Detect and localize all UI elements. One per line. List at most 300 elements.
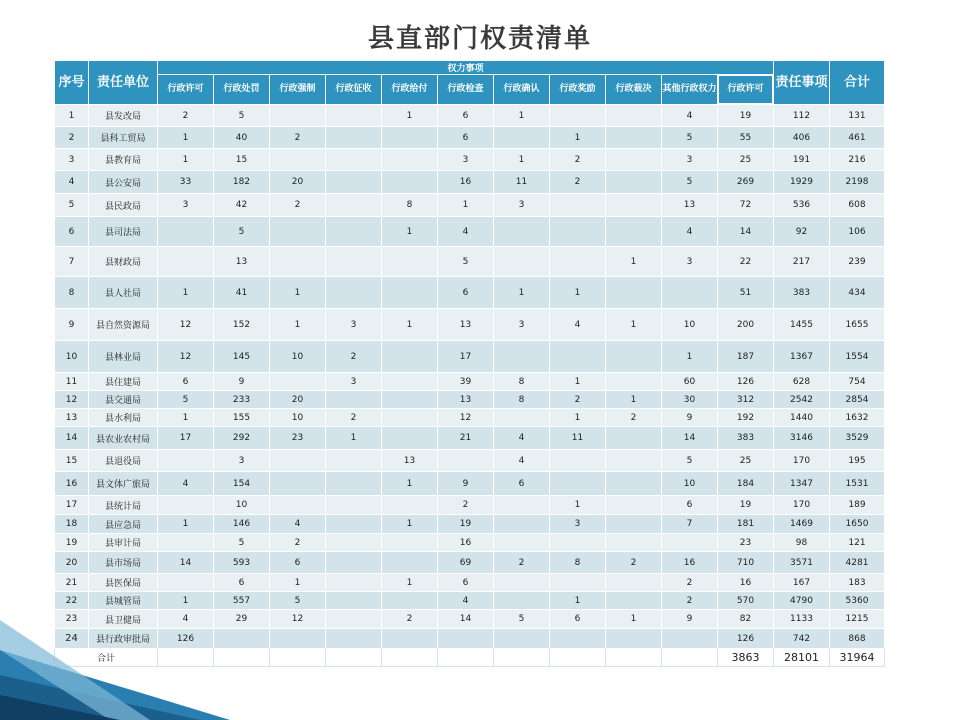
row-cell xyxy=(326,592,382,610)
row-cell: 1929 xyxy=(774,171,830,194)
row-cell xyxy=(382,171,438,194)
row-cell: 461 xyxy=(830,127,885,149)
row-cell: 1 xyxy=(270,277,326,309)
row-cell: 4281 xyxy=(830,552,885,574)
row-cell: 1 xyxy=(326,427,382,450)
row-unit-name: 县文体广旅局 xyxy=(89,472,158,496)
row-cell: 183 xyxy=(830,574,885,592)
row-cell xyxy=(326,391,382,409)
row-cell: 6 xyxy=(438,277,494,309)
row-unit-name: 县审计局 xyxy=(89,534,158,552)
row-cell: 182 xyxy=(214,171,270,194)
row-seq: 13 xyxy=(55,409,89,427)
row-cell: 1 xyxy=(662,341,718,373)
row-cell: 6 xyxy=(270,552,326,574)
row-cell xyxy=(606,515,662,534)
row-cell: 2 xyxy=(662,592,718,610)
row-unit-name: 县农业农村局 xyxy=(89,427,158,450)
row-cell xyxy=(606,194,662,217)
row-cell xyxy=(326,247,382,277)
header-power-items: 权力事项 xyxy=(158,61,774,75)
row-cell xyxy=(326,629,382,649)
row-cell: 13 xyxy=(214,247,270,277)
row-cell: 112 xyxy=(774,105,830,127)
total-cell xyxy=(606,649,662,667)
responsibility-table xyxy=(54,60,885,667)
row-cell: 8 xyxy=(550,552,606,574)
row-cell: 152 xyxy=(214,309,270,341)
row-seq: 24 xyxy=(55,629,89,649)
row-seq: 18 xyxy=(55,515,89,534)
row-cell xyxy=(606,450,662,472)
row-cell: 13 xyxy=(382,450,438,472)
row-seq: 8 xyxy=(55,277,89,309)
total-cell: 31964 xyxy=(830,649,885,667)
row-cell: 92 xyxy=(774,217,830,247)
row-cell xyxy=(494,592,550,610)
row-cell: 239 xyxy=(830,247,885,277)
row-seq: 6 xyxy=(55,217,89,247)
row-cell: 15 xyxy=(214,149,270,171)
row-cell: 710 xyxy=(718,552,774,574)
row-cell xyxy=(606,217,662,247)
table-row xyxy=(55,472,885,496)
row-cell xyxy=(662,629,718,649)
row-cell: 14 xyxy=(718,217,774,247)
row-cell: 5 xyxy=(494,610,550,629)
row-cell: 11 xyxy=(494,171,550,194)
row-cell: 126 xyxy=(718,373,774,391)
row-cell: 41 xyxy=(214,277,270,309)
row-cell xyxy=(158,247,214,277)
row-cell: 6 xyxy=(438,105,494,127)
row-cell: 4 xyxy=(438,217,494,247)
row-cell: 1 xyxy=(550,409,606,427)
header-sub-8: 行政奖励 xyxy=(550,75,606,105)
table-row xyxy=(55,409,885,427)
row-cell xyxy=(382,534,438,552)
row-cell: 2542 xyxy=(774,391,830,409)
row-cell: 6 xyxy=(438,127,494,149)
row-cell xyxy=(606,373,662,391)
row-cell: 754 xyxy=(830,373,885,391)
row-cell xyxy=(382,592,438,610)
total-cell xyxy=(438,649,494,667)
row-cell: 167 xyxy=(774,574,830,592)
table-row xyxy=(55,341,885,373)
row-cell: 2 xyxy=(550,391,606,409)
row-cell: 3571 xyxy=(774,552,830,574)
row-cell: 1 xyxy=(158,277,214,309)
row-cell xyxy=(606,341,662,373)
corner-decoration xyxy=(0,580,230,720)
row-cell: 9 xyxy=(214,373,270,391)
header-total: 合计 xyxy=(830,61,885,105)
row-cell xyxy=(550,472,606,496)
row-cell xyxy=(606,171,662,194)
row-cell: 13 xyxy=(662,194,718,217)
row-cell xyxy=(606,534,662,552)
row-cell xyxy=(326,515,382,534)
row-cell: 11 xyxy=(550,427,606,450)
row-unit-name: 县住建局 xyxy=(89,373,158,391)
row-cell xyxy=(606,592,662,610)
row-cell: 12 xyxy=(438,409,494,427)
row-cell xyxy=(382,409,438,427)
row-cell xyxy=(606,496,662,515)
row-cell xyxy=(326,450,382,472)
row-seq: 17 xyxy=(55,496,89,515)
row-cell: 570 xyxy=(718,592,774,610)
row-cell: 200 xyxy=(718,309,774,341)
row-cell: 1 xyxy=(382,574,438,592)
row-cell: 3 xyxy=(214,450,270,472)
row-cell: 6 xyxy=(438,574,494,592)
row-cell xyxy=(158,217,214,247)
row-cell: 12 xyxy=(158,341,214,373)
row-cell: 2 xyxy=(606,552,662,574)
row-cell: 593 xyxy=(214,552,270,574)
row-seq: 14 xyxy=(55,427,89,450)
row-cell: 82 xyxy=(718,610,774,629)
row-cell xyxy=(326,574,382,592)
row-cell xyxy=(326,105,382,127)
row-cell: 1133 xyxy=(774,610,830,629)
row-unit-name: 县教育局 xyxy=(89,149,158,171)
header-sub-2: 行政处罚 xyxy=(214,75,270,105)
row-cell xyxy=(606,149,662,171)
row-cell: 1 xyxy=(494,149,550,171)
row-cell xyxy=(326,472,382,496)
row-unit-name: 县水利局 xyxy=(89,409,158,427)
row-unit-name: 县司法局 xyxy=(89,217,158,247)
row-cell: 1 xyxy=(550,127,606,149)
row-cell: 1440 xyxy=(774,409,830,427)
row-cell: 4 xyxy=(158,472,214,496)
header-seq: 序号 xyxy=(55,61,89,105)
row-seq: 1 xyxy=(55,105,89,127)
total-cell xyxy=(494,649,550,667)
row-cell xyxy=(270,247,326,277)
row-cell xyxy=(550,105,606,127)
row-cell: 25 xyxy=(718,450,774,472)
row-cell: 8 xyxy=(494,373,550,391)
row-unit-name: 县退役局 xyxy=(89,450,158,472)
total-label: 合计 xyxy=(55,649,158,667)
row-cell: 10 xyxy=(270,409,326,427)
header-duty-items: 责任事项 xyxy=(774,61,830,105)
row-unit-name: 县科工贸局 xyxy=(89,127,158,149)
row-cell xyxy=(382,496,438,515)
row-cell: 25 xyxy=(718,149,774,171)
table-row xyxy=(55,171,885,194)
row-cell: 4 xyxy=(494,450,550,472)
row-cell xyxy=(494,496,550,515)
row-cell: 1 xyxy=(606,309,662,341)
row-cell: 16 xyxy=(438,171,494,194)
row-unit-name: 县统计局 xyxy=(89,496,158,515)
row-cell: 19 xyxy=(718,496,774,515)
row-cell: 121 xyxy=(830,534,885,552)
row-cell xyxy=(550,534,606,552)
header-sub-3: 行政强制 xyxy=(270,75,326,105)
row-seq: 22 xyxy=(55,592,89,610)
row-cell: 2 xyxy=(270,534,326,552)
row-cell: 2 xyxy=(270,127,326,149)
row-cell xyxy=(382,247,438,277)
row-seq: 12 xyxy=(55,391,89,409)
total-cell xyxy=(550,649,606,667)
row-cell: 72 xyxy=(718,194,774,217)
page-title: 县直部门权责清单 xyxy=(367,24,592,54)
row-cell: 195 xyxy=(830,450,885,472)
row-cell: 3529 xyxy=(830,427,885,450)
row-cell: 19 xyxy=(438,515,494,534)
row-cell: 8 xyxy=(494,391,550,409)
row-cell: 2198 xyxy=(830,171,885,194)
row-cell xyxy=(606,277,662,309)
total-cell: 28101 xyxy=(774,649,830,667)
row-cell: 4 xyxy=(550,309,606,341)
row-cell xyxy=(550,574,606,592)
table-row xyxy=(55,496,885,515)
row-cell: 5 xyxy=(214,105,270,127)
row-cell: 181 xyxy=(718,515,774,534)
row-cell xyxy=(158,450,214,472)
row-cell xyxy=(270,149,326,171)
row-cell: 1 xyxy=(382,105,438,127)
row-cell: 155 xyxy=(214,409,270,427)
row-cell: 2 xyxy=(550,149,606,171)
row-cell: 1 xyxy=(270,574,326,592)
row-cell: 5 xyxy=(214,534,270,552)
table-row xyxy=(55,247,885,277)
row-cell: 1 xyxy=(494,277,550,309)
row-seq: 23 xyxy=(55,610,89,629)
row-cell: 4 xyxy=(270,515,326,534)
row-cell: 106 xyxy=(830,217,885,247)
row-cell: 187 xyxy=(718,341,774,373)
row-cell: 216 xyxy=(830,149,885,171)
row-cell xyxy=(494,629,550,649)
row-cell: 69 xyxy=(438,552,494,574)
table-row xyxy=(55,427,885,450)
row-cell: 1 xyxy=(158,149,214,171)
row-cell: 312 xyxy=(718,391,774,409)
total-cell: 3863 xyxy=(718,649,774,667)
row-cell: 19 xyxy=(718,105,774,127)
header-sub-11: 行政许可 xyxy=(718,75,774,105)
row-cell: 383 xyxy=(774,277,830,309)
row-cell: 40 xyxy=(214,127,270,149)
header-sub-5: 行政给付 xyxy=(382,75,438,105)
row-cell xyxy=(550,629,606,649)
row-cell: 17 xyxy=(438,341,494,373)
row-cell: 868 xyxy=(830,629,885,649)
row-cell: 2 xyxy=(326,341,382,373)
row-cell xyxy=(326,277,382,309)
row-seq: 21 xyxy=(55,574,89,592)
row-cell xyxy=(326,534,382,552)
row-cell: 1 xyxy=(550,277,606,309)
row-cell: 42 xyxy=(214,194,270,217)
row-cell: 98 xyxy=(774,534,830,552)
row-cell: 6 xyxy=(550,610,606,629)
row-cell: 170 xyxy=(774,496,830,515)
row-cell: 20 xyxy=(270,391,326,409)
row-cell: 9 xyxy=(438,472,494,496)
row-cell: 2 xyxy=(382,610,438,629)
row-cell: 6 xyxy=(158,373,214,391)
row-cell: 628 xyxy=(774,373,830,391)
row-cell: 16 xyxy=(438,534,494,552)
row-cell: 1 xyxy=(550,496,606,515)
row-unit-name: 县人社局 xyxy=(89,277,158,309)
row-cell xyxy=(494,534,550,552)
row-cell: 4 xyxy=(662,217,718,247)
row-cell xyxy=(270,217,326,247)
table-row xyxy=(55,194,885,217)
row-cell: 1 xyxy=(382,217,438,247)
row-cell: 1 xyxy=(606,247,662,277)
row-cell: 192 xyxy=(718,409,774,427)
row-seq: 11 xyxy=(55,373,89,391)
row-cell: 2 xyxy=(550,171,606,194)
row-cell: 1 xyxy=(158,515,214,534)
row-cell xyxy=(494,341,550,373)
table-row xyxy=(55,105,885,127)
row-cell: 13 xyxy=(438,391,494,409)
row-cell xyxy=(382,427,438,450)
row-cell: 13 xyxy=(438,309,494,341)
row-cell: 217 xyxy=(774,247,830,277)
row-unit-name: 县市场局 xyxy=(89,552,158,574)
row-cell xyxy=(550,450,606,472)
row-cell xyxy=(326,149,382,171)
table-row xyxy=(55,515,885,534)
row-cell: 2 xyxy=(606,409,662,427)
row-cell: 23 xyxy=(718,534,774,552)
header-sub-6: 行政检查 xyxy=(438,75,494,105)
row-cell xyxy=(494,217,550,247)
row-cell: 1455 xyxy=(774,309,830,341)
row-cell: 5 xyxy=(662,171,718,194)
total-cell xyxy=(270,649,326,667)
row-cell: 21 xyxy=(438,427,494,450)
row-seq: 7 xyxy=(55,247,89,277)
row-cell: 742 xyxy=(774,629,830,649)
row-cell: 1 xyxy=(438,194,494,217)
table-row xyxy=(55,127,885,149)
row-cell: 33 xyxy=(158,171,214,194)
table-row xyxy=(55,149,885,171)
row-cell: 8 xyxy=(382,194,438,217)
row-unit-name: 县行政审批局 xyxy=(89,629,158,649)
row-cell: 184 xyxy=(718,472,774,496)
row-cell: 14 xyxy=(158,552,214,574)
row-cell xyxy=(494,515,550,534)
row-cell xyxy=(270,472,326,496)
row-cell: 20 xyxy=(270,171,326,194)
table-row xyxy=(55,450,885,472)
row-unit-name: 县公安局 xyxy=(89,171,158,194)
row-cell: 5 xyxy=(662,450,718,472)
row-cell: 269 xyxy=(718,171,774,194)
row-unit-name: 县卫健局 xyxy=(89,610,158,629)
row-cell: 3 xyxy=(662,149,718,171)
row-cell xyxy=(606,629,662,649)
row-seq: 3 xyxy=(55,149,89,171)
header-unit: 责任单位 xyxy=(89,61,158,105)
row-unit-name: 县交通局 xyxy=(89,391,158,409)
row-cell xyxy=(270,105,326,127)
row-cell: 1 xyxy=(382,309,438,341)
row-cell: 1215 xyxy=(830,610,885,629)
row-seq: 2 xyxy=(55,127,89,149)
row-cell xyxy=(438,629,494,649)
row-cell: 2 xyxy=(158,105,214,127)
total-cell xyxy=(326,649,382,667)
row-unit-name: 县发改局 xyxy=(89,105,158,127)
row-cell xyxy=(158,496,214,515)
table-row xyxy=(55,552,885,574)
row-cell: 557 xyxy=(214,592,270,610)
total-cell xyxy=(382,649,438,667)
row-cell: 608 xyxy=(830,194,885,217)
row-cell: 1 xyxy=(550,373,606,391)
row-cell xyxy=(662,277,718,309)
row-seq: 15 xyxy=(55,450,89,472)
row-cell: 4 xyxy=(158,610,214,629)
row-cell: 1469 xyxy=(774,515,830,534)
row-cell: 1531 xyxy=(830,472,885,496)
row-cell xyxy=(606,574,662,592)
row-seq: 5 xyxy=(55,194,89,217)
row-cell: 1655 xyxy=(830,309,885,341)
row-cell: 3 xyxy=(662,247,718,277)
row-unit-name: 县城管局 xyxy=(89,592,158,610)
header-sub-9: 行政裁决 xyxy=(606,75,662,105)
row-cell: 30 xyxy=(662,391,718,409)
row-cell xyxy=(270,629,326,649)
row-cell xyxy=(382,149,438,171)
row-cell: 536 xyxy=(774,194,830,217)
row-cell: 2 xyxy=(270,194,326,217)
row-seq: 4 xyxy=(55,171,89,194)
header-sub-10: 其他行政权力 xyxy=(662,75,718,105)
row-cell: 2 xyxy=(438,496,494,515)
row-cell: 1 xyxy=(494,105,550,127)
row-cell xyxy=(494,247,550,277)
row-unit-name: 县林业局 xyxy=(89,341,158,373)
table-row xyxy=(55,534,885,552)
row-cell: 189 xyxy=(830,496,885,515)
row-cell xyxy=(550,247,606,277)
row-cell: 1 xyxy=(382,515,438,534)
row-cell xyxy=(326,552,382,574)
row-cell: 55 xyxy=(718,127,774,149)
table-row xyxy=(55,217,885,247)
row-seq: 9 xyxy=(55,309,89,341)
row-cell: 2 xyxy=(662,574,718,592)
row-cell: 2854 xyxy=(830,391,885,409)
row-cell: 14 xyxy=(438,610,494,629)
row-cell xyxy=(550,217,606,247)
row-cell: 5 xyxy=(662,127,718,149)
row-unit-name: 县应急局 xyxy=(89,515,158,534)
row-cell xyxy=(382,391,438,409)
row-cell: 146 xyxy=(214,515,270,534)
